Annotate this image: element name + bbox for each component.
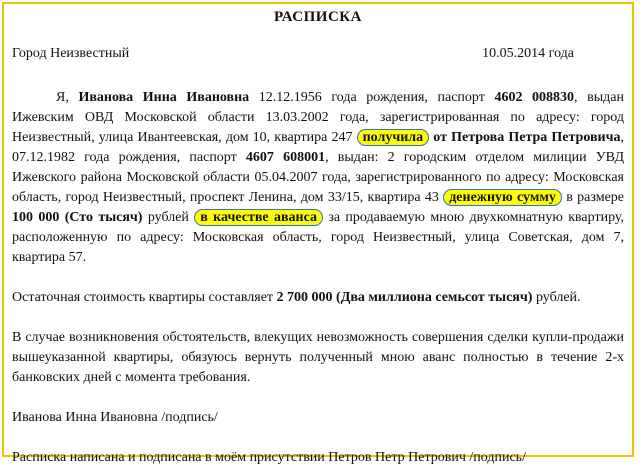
debtor-passport: 4602 008830: [494, 90, 575, 105]
highlight-money: денежную сумму: [443, 189, 562, 206]
highlight-received: получила: [357, 129, 430, 146]
main-paragraph: [12, 88, 624, 268]
debtor-name: Иванова Инна Ивановна: [78, 90, 250, 105]
city-name: Город Неизвестный: [12, 46, 130, 61]
text-segment: рублей.: [532, 290, 581, 305]
place-date-line: [12, 44, 624, 64]
witness-line: Расписка написана и подписана в моём присутствии Петров Петр Петрович /подпись/: [12, 450, 526, 465]
receipt-document: [12, 6, 624, 468]
residual-paragraph: [12, 288, 624, 308]
text-segment: в размере: [561, 190, 624, 205]
residual-amount: 2 700 000 (Два миллиона семьсот тысяч): [276, 290, 533, 305]
text-segment: , 07.12.1982 года рождения, паспорт: [12, 130, 625, 165]
text-segment: 12.12.1956 года рождения, паспорт: [249, 90, 495, 105]
text-segment: Остаточная стоимость квартиры составляет: [12, 290, 277, 305]
text-segment: Я,: [56, 90, 79, 105]
text-segment: , выдан Ижевским ОВД Московской области 13.03.2002 года, зарегистрированная по адресу: город Неизвестный, улица Ивантеевская, дом 10, квартира 247: [12, 90, 624, 145]
document-date: 10.05.2014 года: [482, 46, 574, 61]
creditor-name: от Петрова Петра Петровича: [433, 130, 621, 145]
document-title: РАСПИСКА: [273, 9, 363, 25]
refund-paragraph: В случае возникновения обстоятельств, влекущих невозможность совершения сделки купли-продажи вышеуказанной квартиры, обязуюсь вернуть полученный мною аванс полностью в течение 2-х банковских дней с момента требования.: [12, 330, 624, 385]
text-segment: за продаваемую мною двухкомнатную квартиру, расположенную по адресу: Московская область, город Неизвестный, улица Советская, дом 7, квартира 57.: [12, 210, 624, 265]
advance-amount: 100 000 (Сто тысяч): [12, 210, 143, 225]
creditor-passport: 4607 608001: [245, 150, 326, 165]
highlight-advance: в качестве аванса: [194, 209, 323, 226]
text-segment: , выдан: 2 городским отделом милиции УВД Ижевского района Московской области 05.04.2007 года, зарегистрированного по адресу: Московская область, город Неизвестный, проспект Ленина, дом 33/15, квартира 43: [12, 150, 624, 205]
text-segment: рублей: [142, 210, 195, 225]
signature-line: Иванова Инна Ивановна /подпись/: [12, 410, 218, 425]
